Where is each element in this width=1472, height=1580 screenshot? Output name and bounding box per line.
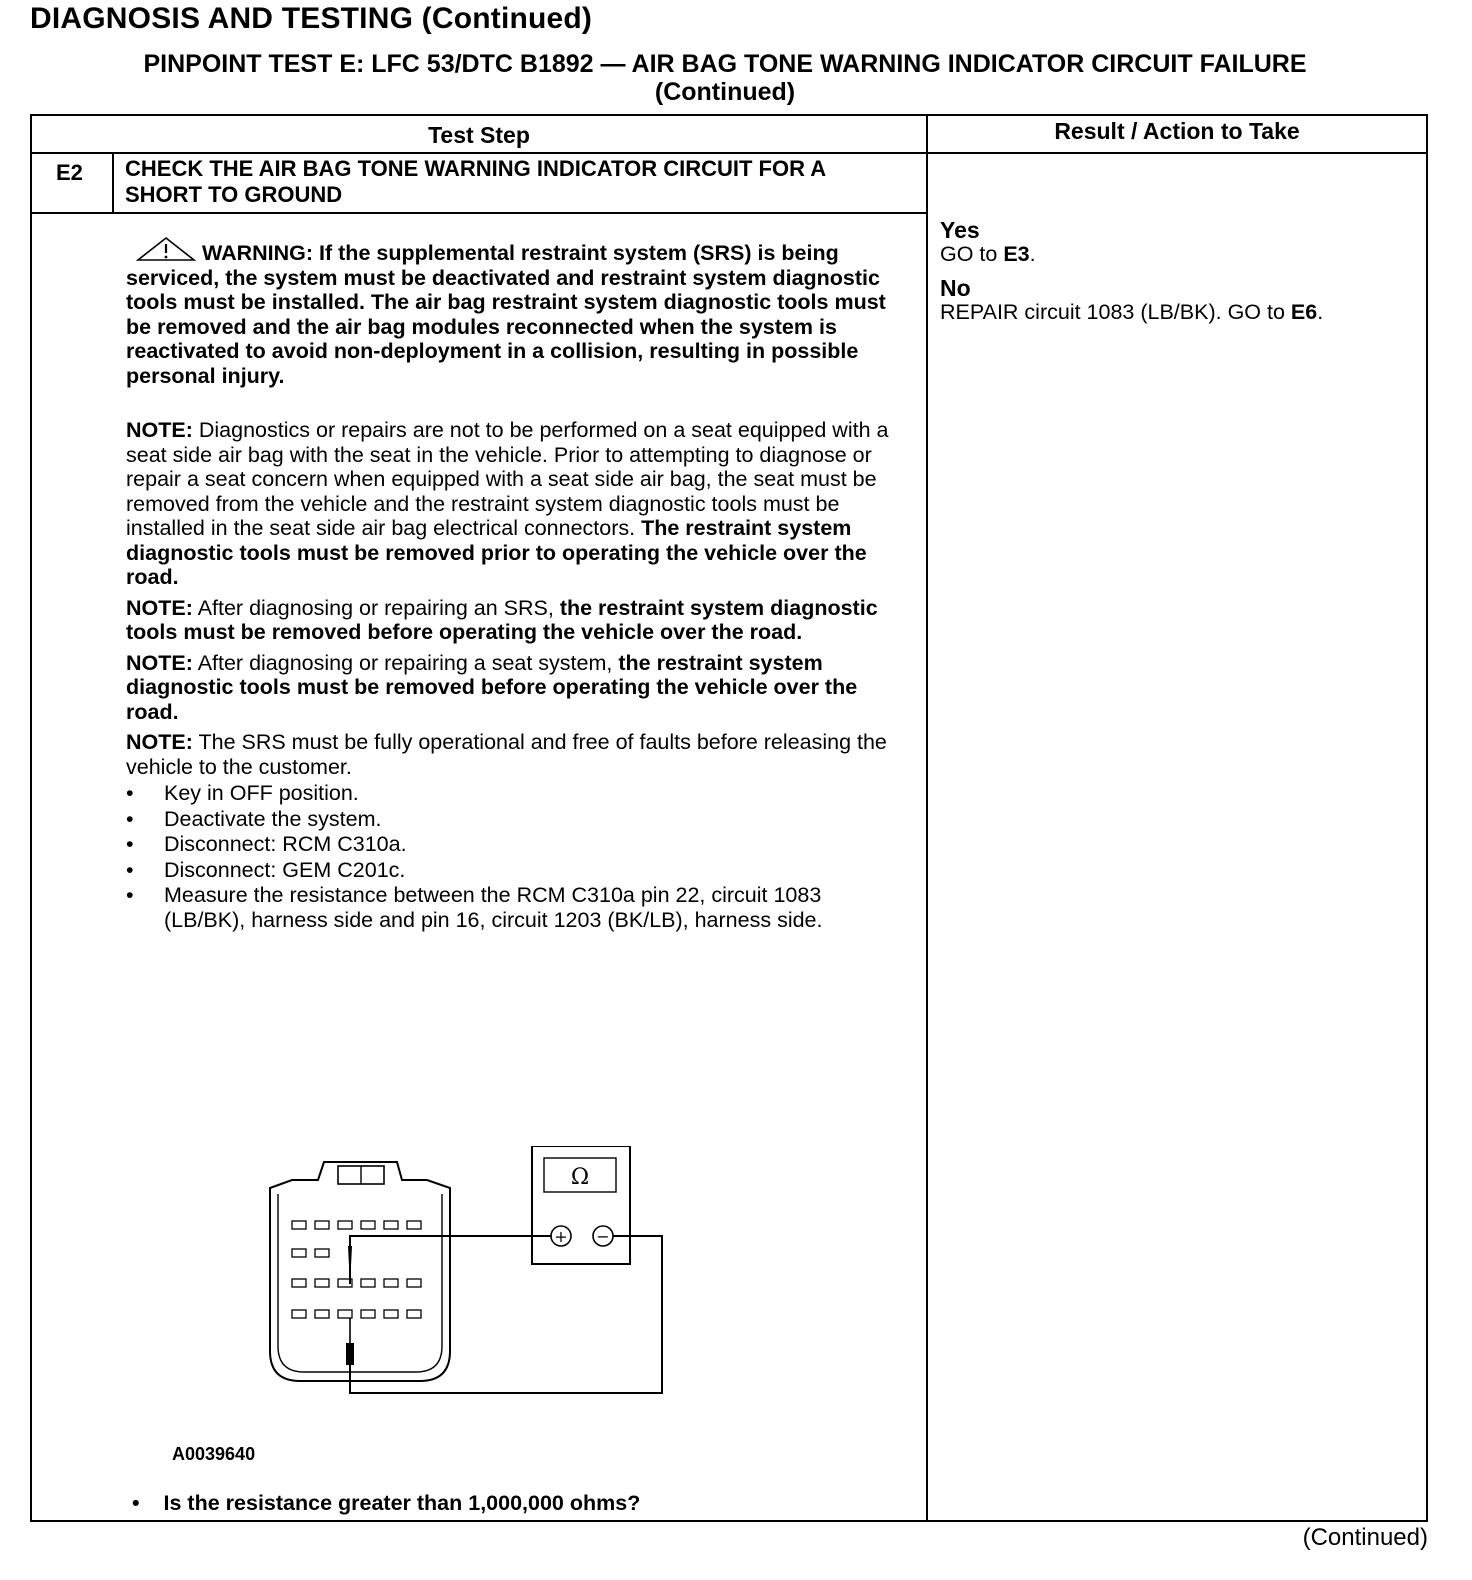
step-id: E2 [56,160,83,185]
procedure-step: • Disconnect: RCM C310a. [126,832,906,857]
note-2-label: NOTE: [126,595,193,620]
pinpoint-test-title [30,50,1420,106]
result-no-text: REPAIR circuit 1083 (LB/BK). GO to [940,300,1285,324]
note-2-text: After diagnosing or repairing an SRS, [197,595,554,620]
pinpoint-test-title-line1: PINPOINT TEST E: LFC 53/DTC B1892 — AIR BAG TONE WARNING INDICATOR CIRCUIT FAILURE [143,50,1307,78]
note-2 [126,596,906,645]
note-1-text: Diagnostics or repairs are not to be performed on a seat equipped with a seat side air bag with the seat in the vehicle. Prior to attempting to diagnose or repair a seat concern when equipped with a seat side air bag, the seat must be removed from the vehicle and the restraint system diagnostic tools must be installed in the seat side air bag electrical connectors. [126,418,889,540]
note-4-label: NOTE: [126,730,193,754]
result-yes-end: . [1029,242,1036,266]
result-yes-ref: E3 [1003,242,1030,266]
procedure-steps [126,781,906,932]
column-header-result: Result / Action to Take [1054,118,1300,144]
column-header-test-step: Test Step [428,122,530,148]
result-yes-text: GO to [940,242,998,266]
test-step-body [126,236,906,933]
figure-id: A0039640 [172,1444,256,1464]
note-1 [126,418,906,590]
result-yes-label: Yes [940,217,980,243]
header-divider [32,152,1426,154]
step-title-divider [32,212,926,214]
procedure-step: • Disconnect: GEM C201c. [126,858,906,883]
result-yes-action [940,242,1420,266]
note-3 [126,651,906,725]
result-no-end: . [1317,300,1324,324]
column-divider [926,116,928,1520]
note-4-text: The SRS must be fully operational and free of faults before releasing the vehicle to the customer. [126,730,887,779]
meter-minus-label: − [596,1227,610,1246]
note-3-label: NOTE: [126,650,193,675]
connector-outline [270,1162,450,1381]
warning-paragraph [126,236,906,388]
warning-triangle-icon [136,236,196,262]
ohmmeter [532,1146,630,1264]
note-1-label: NOTE: [126,418,193,442]
page-title: DIAGNOSIS AND TESTING (Continued) [30,2,593,35]
ohm-symbol: Ω [570,1165,590,1190]
continued-footer: (Continued) [1302,1524,1428,1551]
result-no-action [940,300,1420,324]
connector-measurement-diagram [252,1146,672,1406]
note-2-bold-text: the restraint system diagnostic tools must be removed before operating the vehicle over the road. [126,595,878,644]
note-3-text: After diagnosing or repairing a seat system, [197,650,613,675]
result-no-ref: E6 [1290,300,1318,324]
procedure-step: • Measure the resistance between the RCM C310a pin 22, circuit 1083 (LB/BK), harness side and pin 16, circuit 1203 (BK/LB), harness side. [126,883,906,932]
pinpoint-test-title-line2: (Continued) [654,78,796,106]
test-table [30,114,1428,1522]
step-id-divider [112,152,114,214]
test-question: • Is the resistance greater than 1,000,000 ohms? [132,1491,640,1516]
warning-text: WARNING: If the supplemental restraint system (SRS) is being serviced, the system must be deactivated and restraint system diagnostic tools must be installed. The air bag restraint system diagnostic tools must be removed and the air bag modules reconnected when the system is reactivated to avoid non-deployment in a collision, resulting in possible personal injury. [126,241,886,388]
procedure-step: • Key in OFF position. [126,781,906,806]
note-3-bold-text: the restraint system diagnostic tools must be removed before operating the vehicle over the road. [126,650,858,724]
result-column [940,218,1420,324]
note-4 [126,730,906,779]
step-title: CHECK THE AIR BAG TONE WARNING INDICATOR CIRCUIT FOR A SHORT TO GROUND [125,156,826,207]
note-1-bold-text: The restraint system diagnostic tools must be removed prior to operating the vehicle over the road. [126,516,867,589]
procedure-step: • Deactivate the system. [126,807,906,832]
negative-lead [350,1236,662,1393]
result-no-label: No [940,275,971,301]
meter-plus-label: + [554,1227,568,1246]
